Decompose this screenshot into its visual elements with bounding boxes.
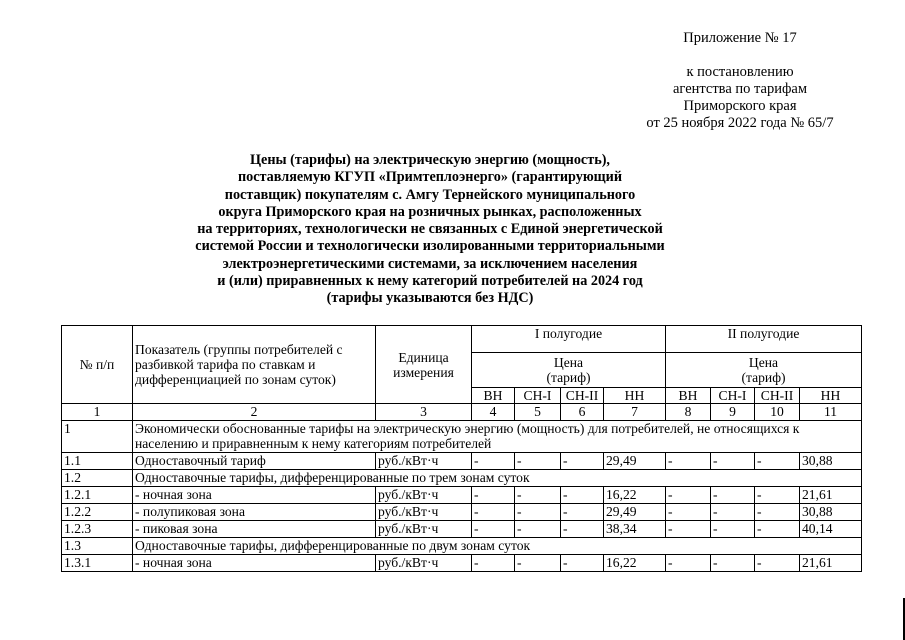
row-number: 1.3 (62, 538, 133, 555)
column-number: 9 (711, 404, 755, 421)
column-number: 2 (133, 404, 376, 421)
cell-vn-2: - (666, 521, 711, 538)
appendix-block (620, 30, 860, 132)
cell-nn-1: 16,22 (604, 487, 666, 504)
title-line: (тарифы указываются без НДС) (326, 290, 534, 307)
header-level-vn: ВН (472, 388, 515, 404)
title-line: электроэнергетическими системами, за исключением населения (222, 255, 638, 272)
document-title (150, 152, 710, 308)
appendix-line: агентства по тарифам (673, 81, 807, 97)
title-line: на территориях, технологически не связанных с Единой энергетической (197, 221, 663, 238)
header-unit: Единица измерения (376, 326, 472, 404)
column-number: 8 (666, 404, 711, 421)
row-name: - полупиковая зона (133, 504, 376, 521)
header-price-2: Цена (тариф) (666, 353, 862, 388)
table-row (62, 555, 862, 572)
row-unit: руб./кВт·ч (376, 555, 472, 572)
row-number: 1.2 (62, 470, 133, 487)
row-number: 1.2.1 (62, 487, 133, 504)
column-number: 11 (800, 404, 862, 421)
row-name: Одноставочный тариф (133, 453, 376, 470)
column-number: 6 (561, 404, 604, 421)
cell-sn1-1: - (515, 487, 561, 504)
cell-vn-1: - (472, 487, 515, 504)
cell-sn2-1: - (561, 504, 604, 521)
cell-nn-2: 30,88 (800, 453, 862, 470)
row-name: - пиковая зона (133, 521, 376, 538)
column-number: 1 (62, 404, 133, 421)
column-number: 5 (515, 404, 561, 421)
table-row (62, 504, 862, 521)
appendix-number: Приложение № 17 (683, 30, 797, 46)
cell-sn2-2: - (755, 504, 800, 521)
header-level-sn1: СН-I (711, 388, 755, 404)
cell-sn2-1: - (561, 555, 604, 572)
tariff-table (61, 325, 862, 572)
row-number: 1.1 (62, 453, 133, 470)
cell-sn2-2: - (755, 521, 800, 538)
cell-nn-2: 30,88 (800, 504, 862, 521)
header-level-nn: НН (800, 388, 862, 404)
title-line: системой России и технологически изолированными территориальными (195, 238, 665, 255)
column-number: 4 (472, 404, 515, 421)
header-level-nn: НН (604, 388, 666, 404)
cell-vn-1: - (472, 504, 515, 521)
cell-nn-2: 40,14 (800, 521, 862, 538)
section-text: Одноставочные тарифы, дифференцированные по трем зонам суток (133, 470, 862, 487)
table-row (62, 487, 862, 504)
section-row (62, 538, 862, 555)
header-half-1: I полугодие (472, 326, 666, 353)
cell-sn1-2: - (711, 453, 755, 470)
header-half-2: II полугодие (666, 326, 862, 353)
cell-sn2-1: - (561, 521, 604, 538)
header-indicator: Показатель (группы потребителей с разбивкой тарифа по ставкам и дифференциацией по зонам суток) (133, 326, 376, 404)
header-num: № п/п (62, 326, 133, 404)
cell-sn1-1: - (515, 521, 561, 538)
row-number: 1.2.3 (62, 521, 133, 538)
cell-nn-1: 29,49 (604, 504, 666, 521)
row-name: - ночная зона (133, 555, 376, 572)
cell-vn-1: - (472, 555, 515, 572)
cell-nn-1: 16,22 (604, 555, 666, 572)
cell-vn-2: - (666, 453, 711, 470)
cell-vn-2: - (666, 504, 711, 521)
header-level-sn2: СН-II (561, 388, 604, 404)
cell-sn2-2: - (755, 555, 800, 572)
cell-vn-2: - (666, 555, 711, 572)
appendix-line: Приморского края (683, 98, 797, 114)
title-line: и (или) приравненных к нему категорий потребителей на 2024 год (217, 273, 643, 290)
row-name: - ночная зона (133, 487, 376, 504)
section-row (62, 470, 862, 487)
cell-nn-2: 21,61 (800, 555, 862, 572)
table-row (62, 453, 862, 470)
column-number: 3 (376, 404, 472, 421)
cell-vn-1: - (472, 521, 515, 538)
title-line: поставляемую КГУП «Примтеплоэнерго» (гарантирующий (237, 169, 623, 186)
header-price-1: Цена (тариф) (472, 353, 666, 388)
cell-sn1-2: - (711, 487, 755, 504)
row-unit: руб./кВт·ч (376, 504, 472, 521)
cell-sn1-2: - (711, 521, 755, 538)
title-line: поставщик) покупателям с. Амгу Тернейского муниципального (224, 186, 636, 203)
table-row (62, 521, 862, 538)
cell-sn2-1: - (561, 453, 604, 470)
cell-sn1-1: - (515, 453, 561, 470)
cell-sn2-2: - (755, 453, 800, 470)
cell-nn-1: 38,34 (604, 521, 666, 538)
row-number: 1.2.2 (62, 504, 133, 521)
section-text: Экономически обоснованные тарифы на электрическую энергию (мощность) для потребителей, не относящихся к населению и приравненным к нему категориям потребителей (133, 421, 862, 453)
row-unit: руб./кВт·ч (376, 487, 472, 504)
row-unit: руб./кВт·ч (376, 521, 472, 538)
column-number: 7 (604, 404, 666, 421)
title-line: округа Приморского края на розничных рынках, расположенных (218, 203, 642, 220)
cell-sn1-2: - (711, 555, 755, 572)
cell-nn-1: 29,49 (604, 453, 666, 470)
row-unit: руб./кВт·ч (376, 453, 472, 470)
section-text: Одноставочные тарифы, дифференцированные по двум зонам суток (133, 538, 862, 555)
cell-sn2-1: - (561, 487, 604, 504)
appendix-line: к постановлению (686, 64, 794, 80)
cell-sn2-2: - (755, 487, 800, 504)
section-row (62, 421, 862, 453)
header-level-sn1: СН-I (515, 388, 561, 404)
header-level-vn: ВН (666, 388, 711, 404)
cell-nn-2: 21,61 (800, 487, 862, 504)
cell-sn1-2: - (711, 504, 755, 521)
row-number: 1 (62, 421, 133, 453)
appendix-line: от 25 ноября 2022 года № 65/7 (646, 115, 834, 131)
header-level-sn2: СН-II (755, 388, 800, 404)
cell-vn-1: - (472, 453, 515, 470)
cell-sn1-1: - (515, 555, 561, 572)
row-number: 1.3.1 (62, 555, 133, 572)
cell-sn1-1: - (515, 504, 561, 521)
title-line: Цены (тарифы) на электрическую энергию (мощность), (250, 152, 610, 168)
column-number: 10 (755, 404, 800, 421)
cell-vn-2: - (666, 487, 711, 504)
